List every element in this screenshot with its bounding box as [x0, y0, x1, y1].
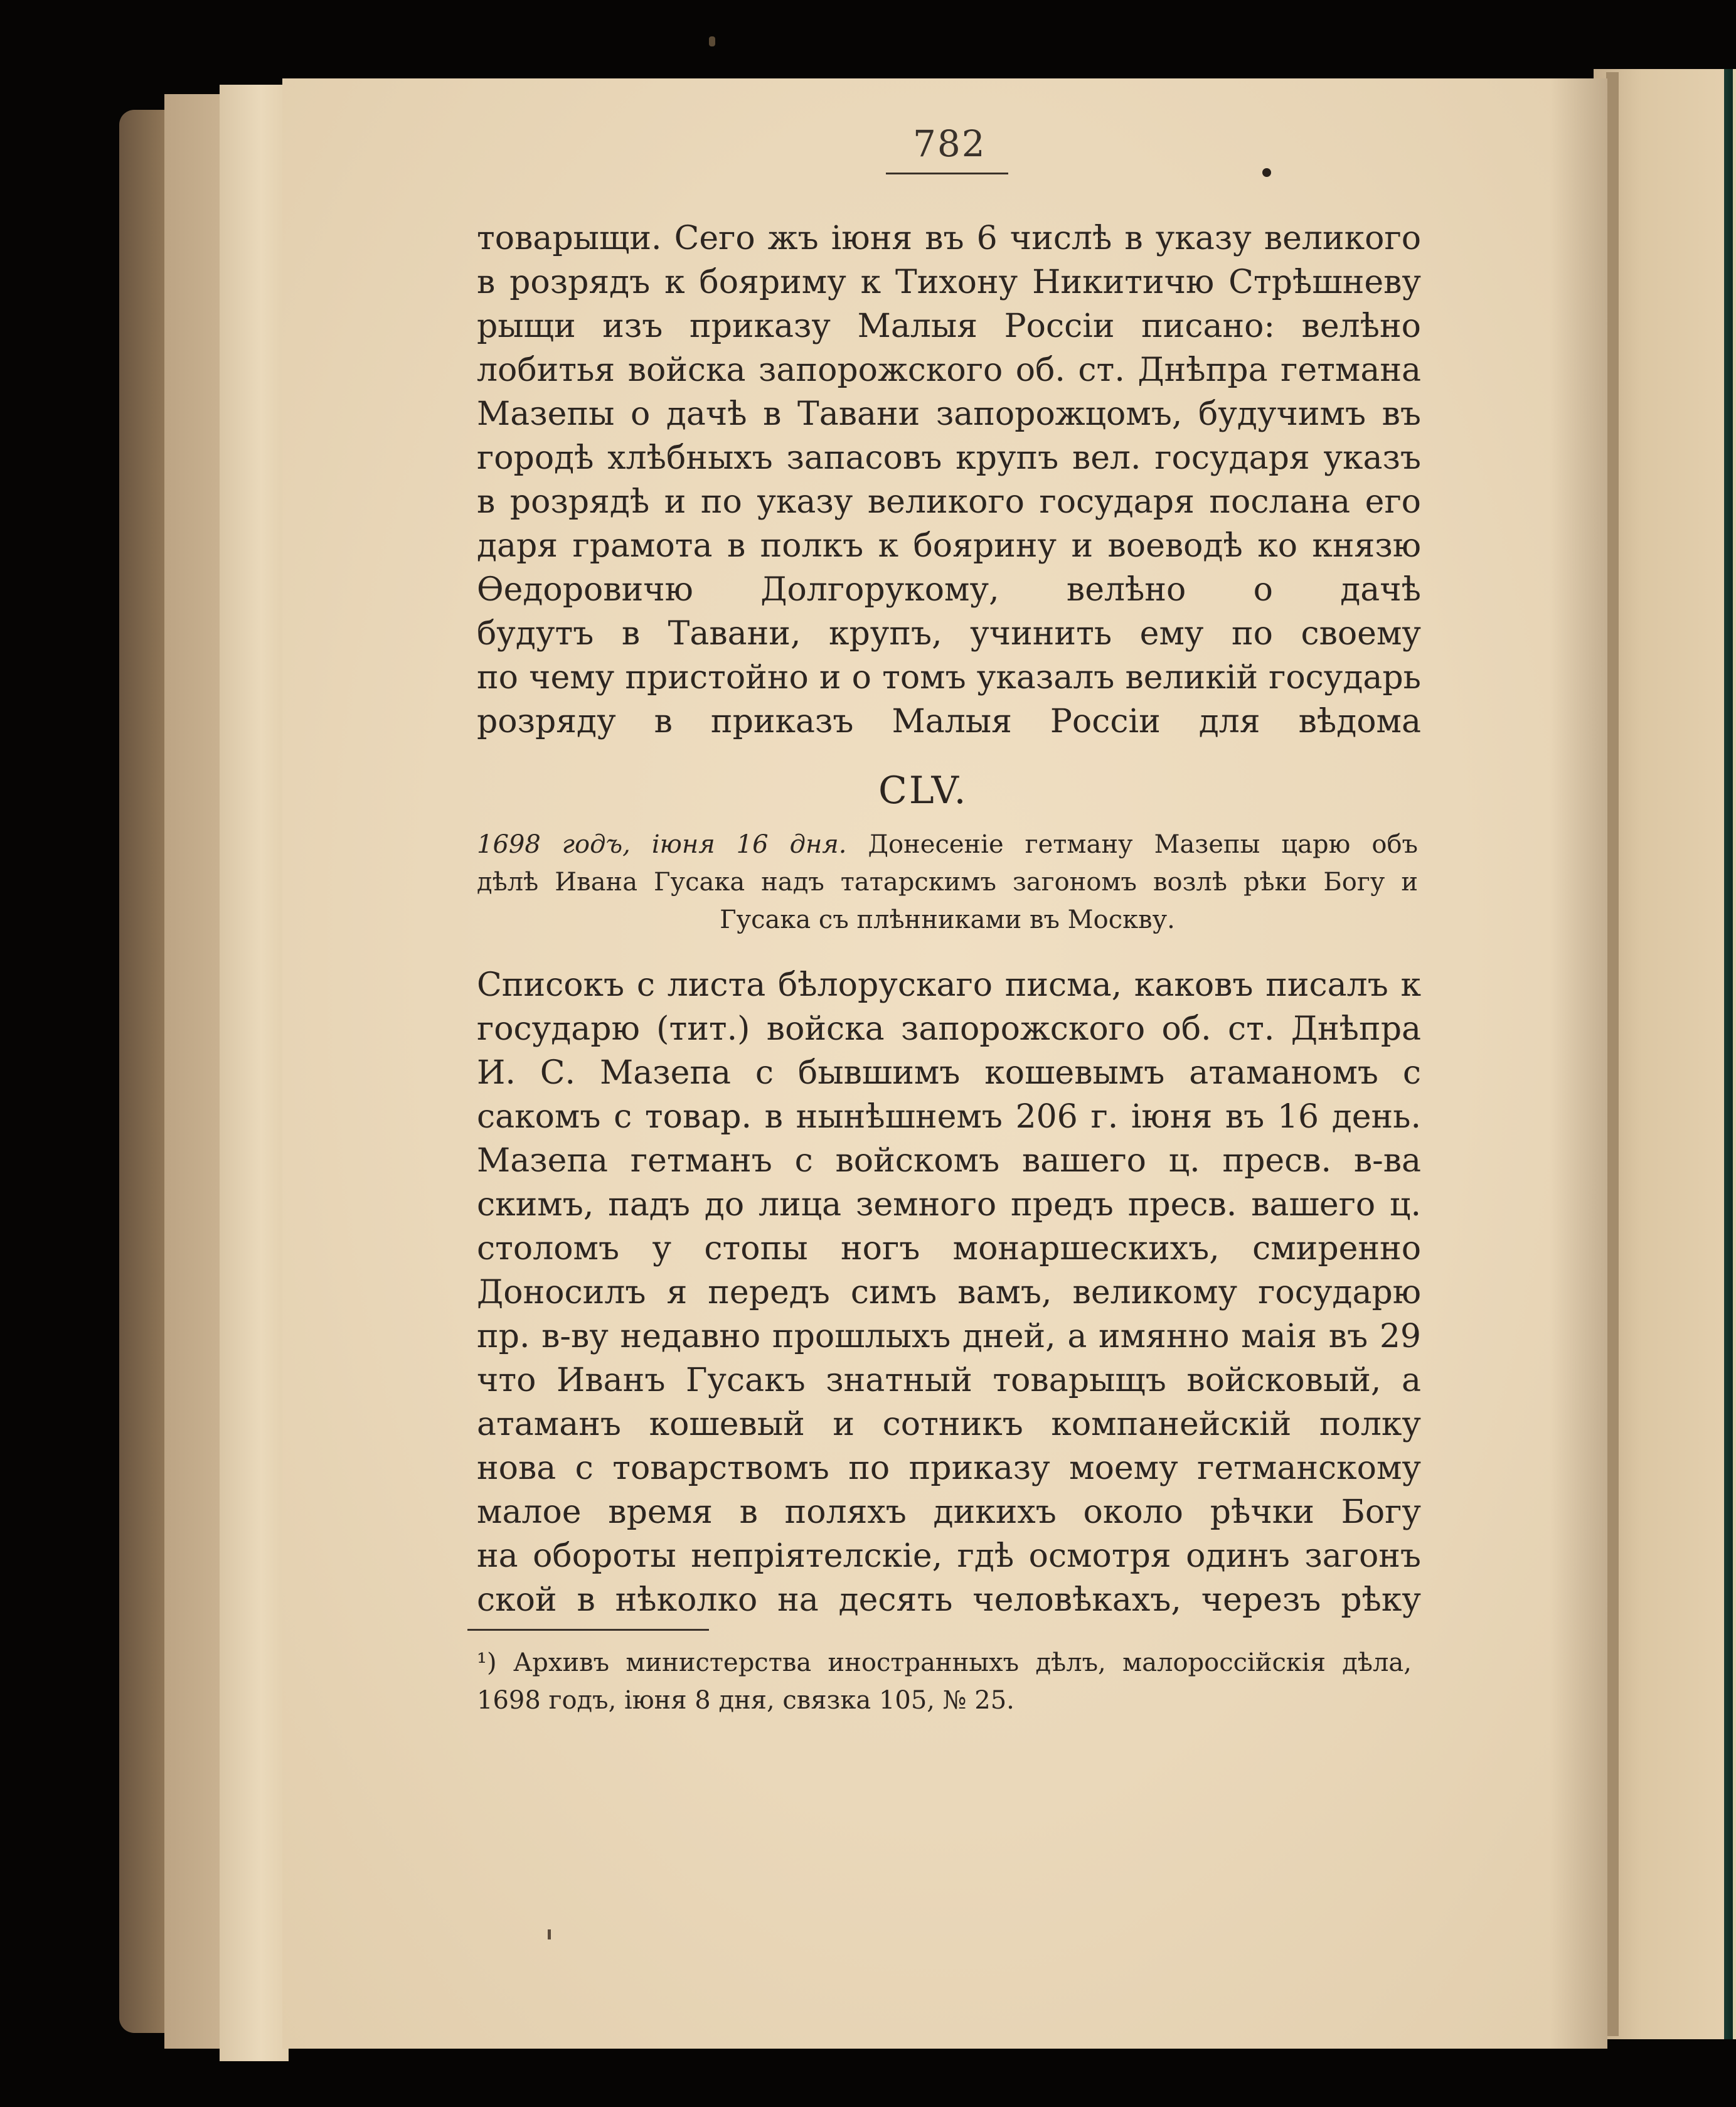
body-line: атаманъ кошевый и сотникъ компанейскій полку	[477, 1406, 1421, 1443]
body-line: Мазепы о дачѣ в Тавани запорожцомъ, будучимъ въ	[477, 395, 1421, 433]
body-line: в розрядъ к бояриму к Тихону Никитичю Стрѣшневу	[477, 264, 1421, 301]
footnote-line: 1698 годъ, іюня 8 дня, связка 105, № 25.	[477, 1686, 1014, 1715]
footnote-rule	[467, 1629, 709, 1631]
body-line: малое время в поляхъ дикихъ около рѣчки Богу	[477, 1493, 1421, 1531]
body-line: в розрядѣ и по указу великого государя послана его	[477, 483, 1421, 521]
ink-mark	[548, 1929, 551, 1939]
headnote-title-start: Донесеніе гетману Мазепы царю объ	[868, 830, 1418, 859]
body-line: Ѳедоровичю Долгорукому, велѣно о дачѣ	[477, 571, 1421, 609]
body-line: ской в нѣколко на десять человѣкахъ, черезъ рѣку	[477, 1581, 1421, 1619]
scan-mark	[709, 36, 715, 46]
section-heading: CLV.	[878, 769, 968, 813]
gutter-shadow	[1550, 78, 1607, 2049]
body-line: нова с товарствомъ по приказу моему гетманскому	[477, 1449, 1421, 1487]
green-binding-trim	[1724, 69, 1733, 2039]
body-line: будутъ в Тавани, крупъ, учинить ему по своему	[477, 615, 1421, 653]
footnote-line: ¹) Архивъ министерства иностранныхъ дѣлъ, малороссійскія дѣла,	[477, 1648, 1412, 1677]
headnote-line: Гусака съ плѣнниками въ Москву.	[720, 905, 1175, 934]
headnote-line	[477, 827, 1418, 862]
body-line: скимъ, падъ до лица земного предъ пресв. вашего ц.	[477, 1186, 1421, 1224]
body-line: городѣ хлѣбныхъ запасовъ крупъ вел. государя указъ	[477, 439, 1421, 477]
body-line: столомъ у стопы ногъ монаршескихъ, смиренно	[477, 1230, 1421, 1267]
right-cover-edge	[1606, 72, 1619, 2036]
body-line: пр. в-ву недавно прошлыхъ дней, а имянно маія въ 29	[477, 1318, 1421, 1355]
body-line: что Иванъ Гусакъ знатный товарыщъ войсковый, а	[477, 1362, 1421, 1399]
body-line: лобитья войска запорожского об. ст. Днѣпра гетмана	[477, 351, 1421, 389]
body-line: сакомъ с товар. в нынѣшнемъ 206 г. іюня въ 16 день.	[477, 1098, 1421, 1136]
headnote-line: дѣлѣ Ивана Гусака надъ татарскимъ загономъ возлѣ рѣки Богу и	[477, 868, 1418, 897]
body-line: Доносилъ я передъ симъ вамъ, великому государю	[477, 1274, 1421, 1311]
headnote-date: 1698 годъ, іюня 16 дня.	[477, 830, 847, 859]
left-page-stack-light	[220, 85, 289, 2061]
page-number-rule	[886, 173, 1008, 174]
body-line: по чему пристойно и о томъ указалъ великій государь	[477, 659, 1421, 696]
body-line: государю (тит.) войска запорожского об. ст. Днѣпра	[477, 1010, 1421, 1048]
body-line: даря грамота в полкъ к боярину и воеводѣ ко князю	[477, 527, 1421, 565]
body-line: рыщи изъ приказу Малыя Россіи писано: велѣно	[477, 307, 1421, 345]
body-line: Списокъ с листа бѣлорускаго писма, каковъ писалъ к	[477, 966, 1421, 1004]
body-line: на обороты непріятелскіе, гдѣ осмотря одинъ загонъ	[477, 1537, 1421, 1575]
body-line: И. С. Мазепа с бывшимъ кошевымъ атаманомъ с	[477, 1054, 1421, 1092]
ink-dot	[1262, 168, 1271, 177]
body-line: товарыщи. Сего жъ іюня въ 6 числѣ в указу великого	[477, 220, 1421, 257]
page-number: 782	[913, 122, 986, 165]
body-line: Мазепа гетманъ с войскомъ вашего ц. пресв. в-ва	[477, 1142, 1421, 1180]
body-line-last: розряду в приказъ Малыя Россіи для вѣдома	[477, 703, 1421, 740]
